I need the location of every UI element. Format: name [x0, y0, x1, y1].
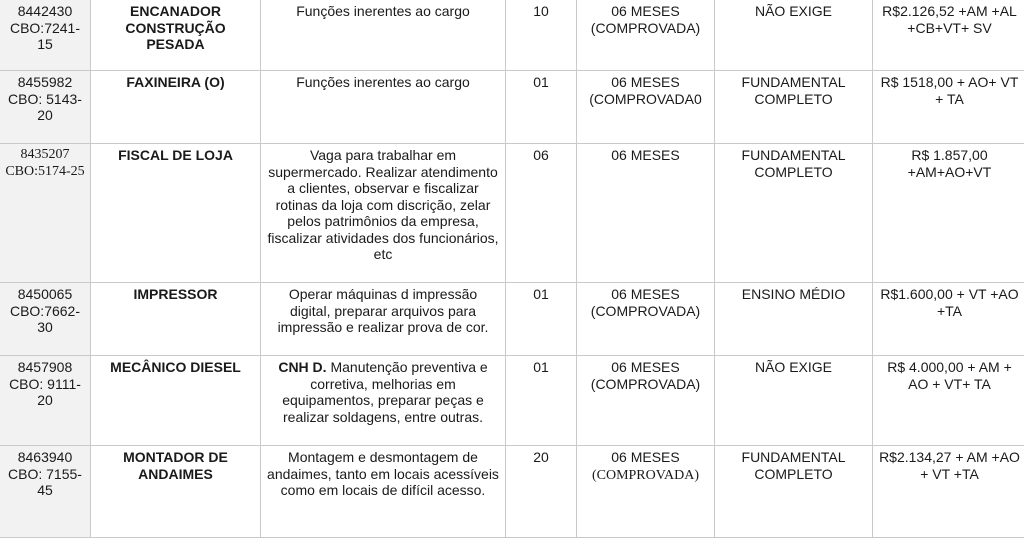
job-code-cell: 8455982 CBO: 5143-20	[0, 71, 91, 144]
table-row	[0, 144, 1024, 283]
experience-cell: 06 MESES (COMPROVADA)	[577, 356, 715, 446]
experience-cell: 06 MESES (COMPROVADA)	[577, 283, 715, 356]
experience-cell	[577, 446, 715, 538]
education-cell: NÃO EXIGE	[715, 356, 873, 446]
job-description-cell: Funções inerentes ao cargo	[261, 71, 506, 144]
vacancies-cell: 01	[506, 283, 577, 356]
salary-cell: R$1.600,00 + VT +AO +TA	[873, 283, 1024, 356]
education-cell: FUNDAMENTAL COMPLETO	[715, 71, 873, 144]
education-cell: ENSINO MÉDIO	[715, 283, 873, 356]
job-description-cell: Funções inerentes ao cargo	[261, 0, 506, 71]
table-row	[0, 356, 1024, 446]
table-row	[0, 0, 1024, 71]
job-title-cell: MONTADOR DE ANDAIMES	[91, 446, 261, 538]
vacancies-cell: 01	[506, 71, 577, 144]
salary-cell: R$ 1.857,00 +AM+AO+VT	[873, 144, 1024, 283]
vacancies-cell: 10	[506, 0, 577, 71]
salary-cell: R$2.134,27 + AM +AO + VT +TA	[873, 446, 1024, 538]
license-requirement: CNH D.	[278, 359, 326, 375]
education-cell: FUNDAMENTAL COMPLETO	[715, 446, 873, 538]
job-description-cell: Montagem e desmontagem de andaimes, tanto em locais acessíveis como em locais de difícil acesso.	[261, 446, 506, 538]
experience-proof: (COMPROVADA)	[592, 468, 699, 483]
experience-cell: 06 MESES (COMPROVADA)	[577, 0, 715, 71]
job-code-cell: 8457908 CBO: 9111-20	[0, 356, 91, 446]
salary-cell: R$ 1518,00 + AO+ VT + TA	[873, 71, 1024, 144]
education-cell: NÃO EXIGE	[715, 0, 873, 71]
education-cell: FUNDAMENTAL COMPLETO	[715, 144, 873, 283]
job-description-cell: Vaga para trabalhar em supermercado. Realizar atendimento a clientes, observar e fiscalizar rotinas da loja com discrição, zelar pelos patrimônios da empresa, fiscalizar atividades dos funcionários, etc	[261, 144, 506, 283]
job-title-cell: FAXINEIRA (O)	[91, 71, 261, 144]
job-title-cell: ENCANADOR CONSTRUÇÃO PESADA	[91, 0, 261, 71]
experience-cell: 06 MESES (COMPROVADA0	[577, 71, 715, 144]
table-row	[0, 446, 1024, 538]
job-title-cell: IMPRESSOR	[91, 283, 261, 356]
job-description-cell	[261, 356, 506, 446]
job-title-cell: MECÂNICO DIESEL	[91, 356, 261, 446]
vacancies-cell: 20	[506, 446, 577, 538]
experience-duration: 06 MESES	[611, 449, 679, 465]
job-description-cell: Operar máquinas d impressão digital, preparar arquivos para impressão e realizar prova de cor.	[261, 283, 506, 356]
vacancies-cell: 01	[506, 356, 577, 446]
table-row	[0, 283, 1024, 356]
vacancies-cell: 06	[506, 144, 577, 283]
job-code-cell: 8442430 CBO:7241-15	[0, 0, 91, 71]
job-code-cell: 8450065 CBO:7662-30	[0, 283, 91, 356]
experience-cell: 06 MESES	[577, 144, 715, 283]
table-row	[0, 71, 1024, 144]
description-text: Manutenção preventiva e corretiva, melhorias em equipamentos, preparar peças e realizar soldagens, entre outras.	[282, 359, 487, 425]
job-code-cell: 8463940 CBO: 7155-45	[0, 446, 91, 538]
job-title-cell: FISCAL DE LOJA	[91, 144, 261, 283]
salary-cell: R$2.126,52 +AM +AL +CB+VT+ SV	[873, 0, 1024, 71]
salary-cell: R$ 4.000,00 + AM + AO + VT+ TA	[873, 356, 1024, 446]
job-code-cell: 8435207 CBO:5174-25	[0, 144, 91, 283]
